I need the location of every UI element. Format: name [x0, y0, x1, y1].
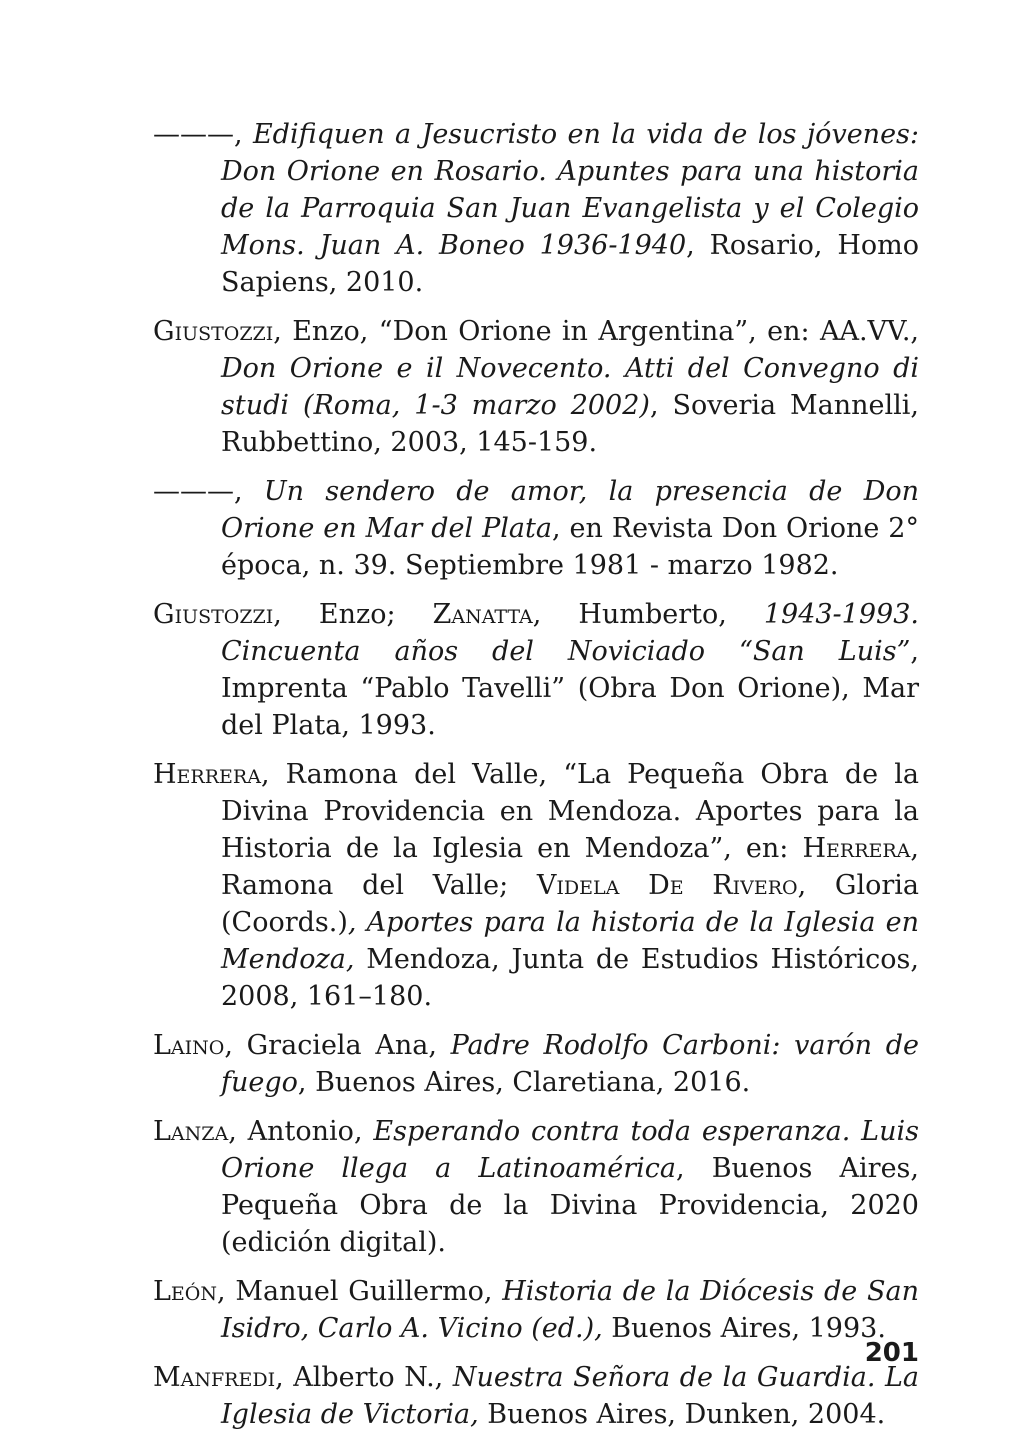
- bibliography-entry: [153, 313, 919, 461]
- bibliography-entry: [153, 1113, 919, 1261]
- entry-text: , Enzo, “Don Orione in Argentina”, en: AA.VV.,: [273, 316, 919, 347]
- entry-text: , Humberto,: [532, 599, 764, 630]
- bibliography-entry: [153, 1027, 919, 1101]
- entry-author: Laino: [153, 1030, 225, 1061]
- bibliography-entry: [153, 1359, 919, 1433]
- bibliography-entry: [153, 596, 919, 744]
- entry-title: Esperando contra toda esperanza. Luis Orione llega a Latinoamérica: [221, 1116, 919, 1184]
- entry-text: , Ramona del Valle, “La Pequeña Obra de la Divina Providencia en Mendoza. Aportes para la Historia de la Iglesia en Mendoza”, en:: [221, 759, 919, 864]
- bibliography-entry: [153, 473, 919, 584]
- entry-author: Manfredi: [153, 1362, 276, 1393]
- entry-text: Mendoza, Junta de Estudios Históricos, 2008, 161–180.: [221, 944, 919, 1012]
- entry-text: , Ramona del Valle;: [221, 833, 919, 901]
- entry-text: Buenos Aires, 1993.: [602, 1313, 886, 1344]
- entry-text: ———,: [153, 476, 264, 507]
- page-number: 201: [864, 1338, 919, 1368]
- entry-text: , Rosario, Homo Sapiens, 2010.: [221, 230, 920, 298]
- bibliography-list: [153, 116, 919, 1445]
- entry-text: , Antonio,: [228, 1116, 374, 1147]
- entry-text: Buenos Aires, Dunken, 2004.: [478, 1399, 886, 1430]
- bibliography-entry: [153, 1273, 919, 1347]
- entry-author: Herrera: [802, 833, 911, 864]
- entry-text: , Gloria (Coords.): [221, 870, 920, 938]
- entry-author: Zanatta: [432, 599, 533, 630]
- entry-text: , Buenos Aires, Pequeña Obra de la Divina Providencia, 2020 (edición digital).: [221, 1153, 919, 1258]
- bibliography-entry: [153, 756, 919, 1015]
- entry-title: Edifiquen a Jesucristo en la vida de los jóvenes: Don Orione en Rosario. Apuntes para una historia de la Parroquia San Juan Evangelista y el Colegio Mons. Juan A. Boneo 1936-1940: [221, 119, 919, 261]
- entry-title: Don Orione e il Novecento. Atti del Convegno di studi (Roma, 1-3 marzo 2002): [221, 353, 919, 421]
- entry-author: Videla De Rivero: [536, 870, 798, 901]
- entry-author: León: [153, 1276, 218, 1307]
- entry-text: , Graciela Ana,: [224, 1030, 451, 1061]
- entry-title: Historia de la Diócesis de San Isidro, Carlo A. Vicino (ed.),: [221, 1276, 920, 1344]
- entry-text: ———,: [153, 119, 253, 150]
- entry-title: , Aportes para la historia de la Iglesia en Mendoza,: [221, 907, 919, 975]
- entry-text: , Imprenta “Pablo Tavelli” (Obra Don Orione), Mar del Plata, 1993.: [221, 636, 919, 741]
- entry-title: 1943-1993. Cincuenta años del Noviciado “San Luis”: [221, 599, 919, 667]
- entry-text: , Soveria Mannelli, Rubbettino, 2003, 145-159.: [221, 390, 920, 458]
- entry-author: Herrera: [153, 759, 261, 790]
- entry-author: Giustozzi: [153, 599, 274, 630]
- entry-text: , Buenos Aires, Claretiana, 2016.: [297, 1067, 751, 1098]
- entry-title: Un sendero de amor, la presencia de Don Orione en Mar del Plata: [221, 476, 919, 544]
- entry-title: Padre Rodolfo Carboni: varón de fuego: [221, 1030, 919, 1098]
- entry-author: Giustozzi: [153, 316, 274, 347]
- entry-text: , en Revista Don Orione 2° época, n. 39. Septiembre 1981 - marzo 1982.: [221, 513, 919, 581]
- entry-text: , Alberto N.,: [275, 1362, 453, 1393]
- entry-author: Lanza: [153, 1116, 229, 1147]
- bibliography-entry: [153, 116, 919, 301]
- entry-title: Nuestra Señora de la Guardia. La Iglesia de Victoria,: [221, 1362, 919, 1430]
- entry-text: , Enzo;: [273, 599, 433, 630]
- entry-text: , Manuel Guillermo,: [217, 1276, 503, 1307]
